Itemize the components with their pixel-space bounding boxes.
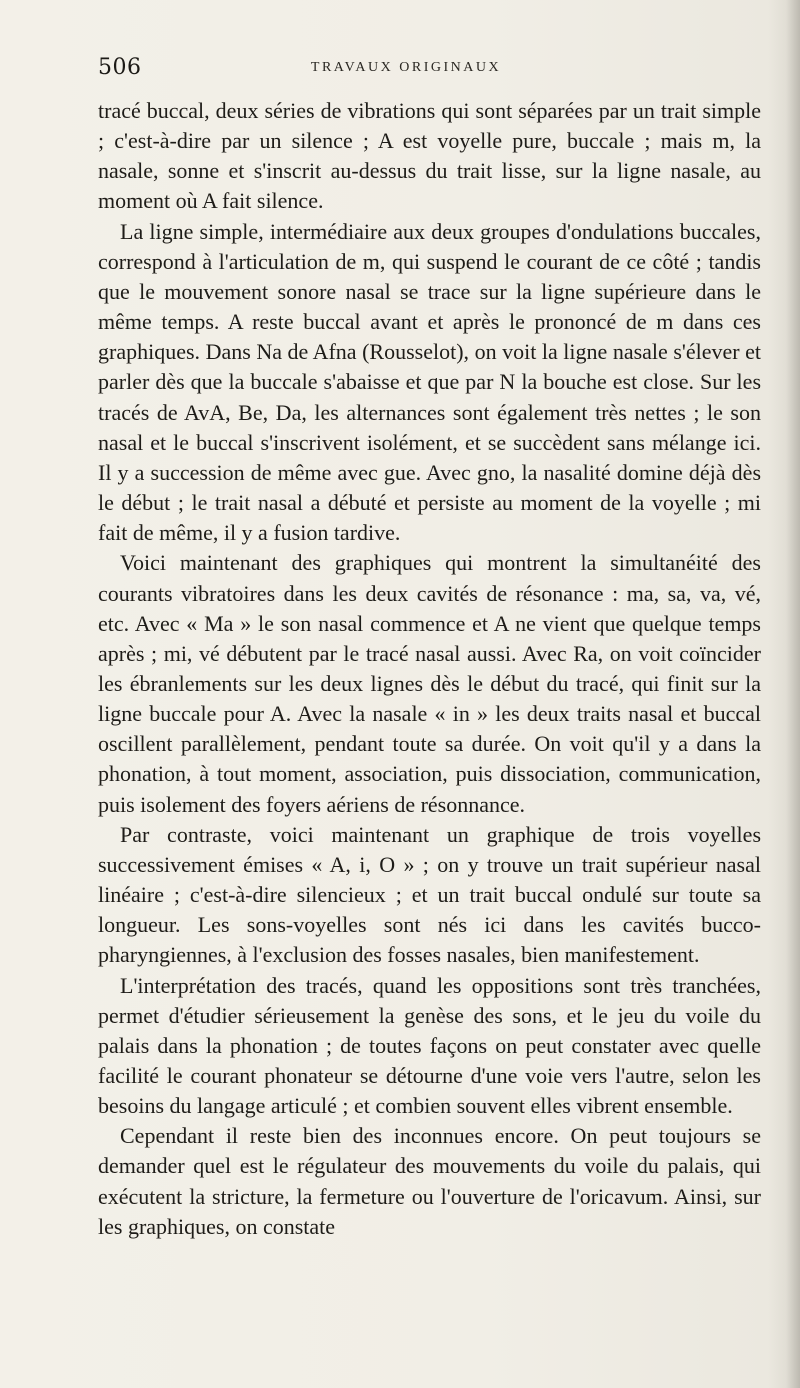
running-head: TRAVAUX ORIGINAUX <box>310 60 502 75</box>
page-header <box>98 55 714 85</box>
paragraph-4: Par contraste, voici maintenant un graphique de trois voyelles successivement émises « A, i, O » ; on y trouve un trait supérieur nasal linéaire ; c'est-à-dire silencieux ; et un trait buccal ondulé sur toute sa longueur. Les sons-voyelles sont nés ici dans les cavités bucco-pharyngiennes, à l'exclusion des fosses nasales, bien manifestement. <box>98 821 761 968</box>
paragraph-6: Cependant il reste bien des inconnues encore. On peut toujours se demander quel est le régulateur des mouvements du voile du palais, qui exécutent la stricture, la fermeture ou l'ouverture de l'oricavum. Ainsi, sur les graphiques, on constate <box>98 1123 761 1239</box>
page-edge-shadow <box>786 0 800 1388</box>
paragraph-5: L'interprétation des tracés, quand les oppositions sont très tranchées, permet d'étudier sérieusement la genèse des sons, et le jeu du voile du palais dans la phonation ; de toutes façons on peut constater avec quelle facilité le courant phonateur se détourne d'une voie vers l'autre, selon les besoins du langage articulé ; et combien souvent elles vibrent ensemble. <box>98 972 761 1119</box>
page-number: 506 <box>98 55 142 80</box>
paragraph-3: Voici maintenant des graphiques qui montrent la simultanéité des courants vibratoires dans les deux cavités de résonance : ma, sa, va, vé, etc. Avec « Ma » le son nasal commence et A ne vient que quelque temps après ; mi, vé débutent par le tracé nasal aussi. Avec Ra, on voit coïncider les ébranlements sur les deux lignes dès le début du tracé, qui finit sur la ligne buccale pour A. Avec la nasale « in » les deux traits nasal et buccal oscillent parallèlement, pendant toute sa durée. On voit qu'il y a dans la phonation, à tout moment, association, puis dissociation, communication, puis isolement des foyers aériens de résonnance. <box>98 550 761 817</box>
body-text <box>98 96 761 1242</box>
paragraph-2: La ligne simple, intermédiaire aux deux groupes d'ondulations buccales, correspond à l'articulation de m, qui suspend le courant de ce côté ; tandis que le mouvement sonore nasal se trace sur la ligne supérieure dans le même temps. A reste buccal avant et après le prononcé de m dans ces graphiques. Dans Na de Afna (Rousselot), on voit la ligne nasale s'élever et parler dès que la buccale s'abaisse et que par N la bouche est close. Sur les tracés de AvA, Be, Da, les alternances sont également très nettes ; le son nasal et le buccal s'inscrivent isolément, et se succèdent sans mélange ici. Il y a succession de même avec gue. Avec gno, la nasalité domine déjà dès le début ; le trait nasal a débuté et persiste au moment de la voyelle ; mi fait de même, il y a fusion tardive. <box>98 218 761 546</box>
paragraph-1: tracé buccal, deux séries de vibrations qui sont séparées par un trait simple ; c'est-à-dire par un silence ; A est voyelle pure, buccale ; mais m, la nasale, sonne et s'inscrit au-dessus du trait lisse, sur la ligne nasale, au moment où A fait silence. <box>98 98 761 214</box>
